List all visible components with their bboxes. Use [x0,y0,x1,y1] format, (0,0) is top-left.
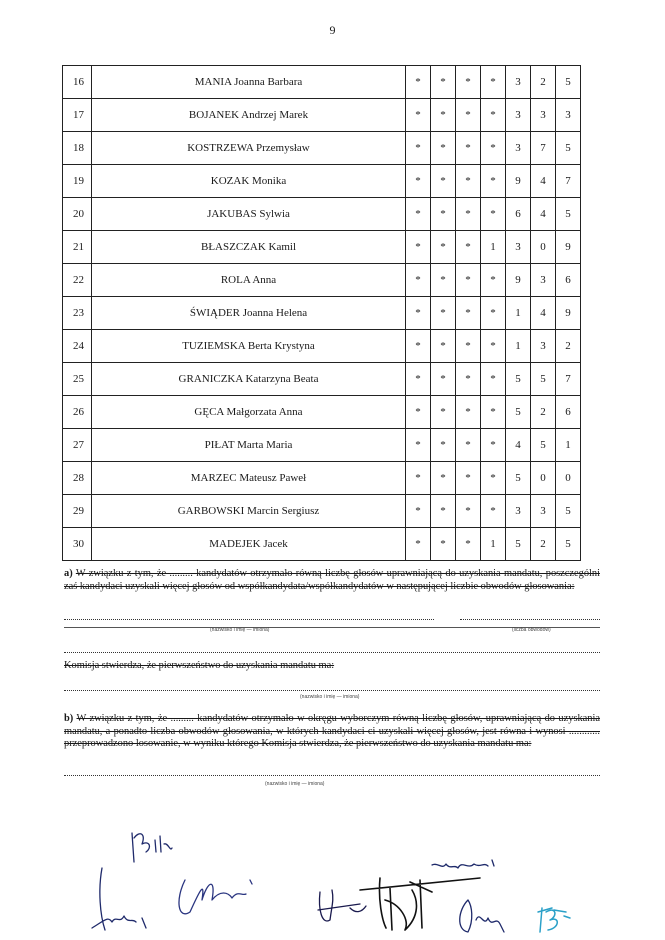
vote-digit-cell: 5 [556,66,581,99]
vote-digit-cell: * [481,495,506,528]
vote-digit-cell: * [481,330,506,363]
page-number: 9 [329,23,336,37]
vote-digit-cell: * [431,231,456,264]
vote-digit-cell: 7 [556,363,581,396]
vote-digit-cell: 3 [556,99,581,132]
vote-digit-cell: * [431,198,456,231]
table-row [63,165,581,198]
candidate-name: KOZAK Monika [92,165,406,198]
commission-text: Komisja stwierdza, że pierwszeństwo do uzyskania mandatu ma: [64,660,335,671]
vote-digit-cell: * [406,528,431,561]
signature-8 [538,908,570,932]
vote-digit-cell: 5 [506,462,531,495]
vote-digit-cell: * [456,363,481,396]
vote-digit-cell: * [431,264,456,297]
signature-1 [132,833,172,862]
vote-digit-cell: * [456,264,481,297]
vote-digit-cell: 5 [556,132,581,165]
vote-digit-cell: 6 [556,264,581,297]
vote-digit-cell: 3 [531,99,556,132]
vote-digit-cell: * [481,462,506,495]
vote-digit-cell: * [431,462,456,495]
section-a-count-line [460,619,600,620]
section-a-name-line [64,619,434,620]
candidate-number: 27 [63,429,92,462]
candidate-number: 26 [63,396,92,429]
vote-digit-cell: 3 [506,66,531,99]
candidate-name: JAKUBAS Sylwia [92,198,406,231]
section-a-rule-2 [364,627,600,628]
signatures [60,820,660,940]
vote-digit-cell: * [456,231,481,264]
vote-digit-cell: * [406,99,431,132]
section-b-name-caption: (nazwisko i imię — imiona) [265,781,325,787]
vote-digit-cell: 4 [531,297,556,330]
candidate-name: ROLA Anna [92,264,406,297]
candidate-number: 30 [63,528,92,561]
vote-digit-cell: * [431,99,456,132]
candidate-number: 24 [63,330,92,363]
vote-digit-cell: 9 [556,231,581,264]
candidate-name: MARZEC Mateusz Paweł [92,462,406,495]
vote-digit-cell: 5 [531,363,556,396]
vote-digit-cell: 5 [556,495,581,528]
vote-digit-cell: * [456,132,481,165]
table-row [63,132,581,165]
vote-digit-cell: * [456,198,481,231]
vote-digit-cell: * [431,132,456,165]
vote-digit-cell: * [406,462,431,495]
table-row [63,66,581,99]
vote-digit-cell: * [481,66,506,99]
vote-digit-cell: 3 [506,99,531,132]
section-b-name-line [64,775,600,776]
vote-digit-cell: * [456,66,481,99]
candidate-number: 20 [63,198,92,231]
vote-digit-cell: * [431,363,456,396]
vote-digit-cell: * [481,297,506,330]
section-a-name-caption: (nazwisko i imię — imiona) [210,627,270,633]
vote-digit-cell: 1 [481,231,506,264]
vote-digit-cell: 1 [506,297,531,330]
vote-digit-cell: 6 [556,396,581,429]
vote-digit-cell: * [456,528,481,561]
section-b-text: W związku z tym, że ......... kandydatów otrzymało w okręgu wyborczym równą liczbę głosów, uprawniającą do uzyskania mandatu, a ponadto liczba obwodów głosowania, w których kandydaci ci uzyskali więcej głosów, jest równa i wynosi ............ przeprowadzono losowanie, w wyniku którego Komisja stwierdza, że pierwszeństwo do uzyskania mandatu ma: [64,713,600,749]
vote-digit-cell: * [406,429,431,462]
vote-digit-cell: * [406,330,431,363]
vote-digit-cell: * [406,66,431,99]
vote-digit-cell: * [481,429,506,462]
vote-digit-cell: * [481,363,506,396]
table-row [63,495,581,528]
table-row [63,429,581,462]
vote-digit-cell: 9 [506,165,531,198]
candidate-number: 19 [63,165,92,198]
vote-digit-cell: 5 [506,528,531,561]
vote-digit-cell: * [481,132,506,165]
vote-digit-cell: 0 [556,462,581,495]
vote-digit-cell: * [406,165,431,198]
vote-digit-cell: 5 [556,528,581,561]
vote-digit-cell: * [406,297,431,330]
table-row [63,264,581,297]
candidate-name: GĘCA Małgorzata Anna [92,396,406,429]
vote-digit-cell: * [481,396,506,429]
vote-digit-cell: * [431,165,456,198]
vote-digit-cell: * [456,495,481,528]
section-a-text: W związku z tym, że ......... kandydatów otrzymało równą liczbę głosów uprawniającą do uzyskania mandatu, poszczególni zaś kandydaci uzyskali więcej głosów od współkandydata/współkandydatów w następującej liczbie obwodów głosowania: [64,568,600,592]
table-row [63,396,581,429]
candidate-number: 22 [63,264,92,297]
vote-digit-cell: * [406,264,431,297]
vote-digit-cell: * [431,330,456,363]
vote-digit-cell: 7 [556,165,581,198]
candidate-name: KOSTRZEWA Przemysław [92,132,406,165]
vote-digit-cell: * [481,165,506,198]
candidate-name: GRANICZKA Katarzyna Beata [92,363,406,396]
vote-digit-cell: * [406,396,431,429]
candidate-votes-table [62,65,581,561]
vote-digit-cell: * [456,396,481,429]
candidate-number: 25 [63,363,92,396]
candidate-name: MADEJEK Jacek [92,528,406,561]
vote-digit-cell: * [456,462,481,495]
candidate-number: 18 [63,132,92,165]
section-a-label: a) [64,568,73,579]
vote-digit-cell: 3 [506,132,531,165]
vote-digit-cell: 1 [506,330,531,363]
vote-digit-cell: 3 [531,264,556,297]
section-b-label: b) [64,713,74,724]
vote-digit-cell: 5 [556,198,581,231]
table-row [63,99,581,132]
vote-digit-cell: * [481,198,506,231]
vote-digit-cell: 9 [506,264,531,297]
vote-digit-cell: 2 [531,528,556,561]
candidate-name: PIŁAT Marta Maria [92,429,406,462]
section-b-paragraph [64,713,600,751]
vote-digit-cell: * [406,198,431,231]
candidate-name: BOJANEK Andrzej Marek [92,99,406,132]
vote-digit-cell: 2 [531,396,556,429]
candidate-number: 28 [63,462,92,495]
section-a-count-caption: (liczba obwodów) [512,627,551,633]
commission-name-caption: (nazwisko i imię — imiona) [300,694,360,700]
signature-3 [179,880,252,914]
vote-digit-cell: 3 [531,495,556,528]
vote-digit-cell: * [456,297,481,330]
candidate-name: ŚWIĄDER Joanna Helena [92,297,406,330]
vote-digit-cell: * [481,264,506,297]
vote-digit-cell: * [406,363,431,396]
vote-digit-cell: * [481,99,506,132]
vote-digit-cell: * [406,231,431,264]
signature-7 [460,900,504,932]
vote-digit-cell: 1 [481,528,506,561]
vote-digit-cell: * [456,99,481,132]
section-a-paragraph [64,568,600,593]
table-row [63,528,581,561]
signature-2 [92,868,146,930]
vote-digit-cell: * [431,396,456,429]
vote-digit-cell: 0 [531,462,556,495]
vote-digit-cell: 4 [506,429,531,462]
vote-digit-cell: 3 [506,495,531,528]
table-row [63,198,581,231]
signature-6 [432,860,494,868]
vote-digit-cell: * [456,330,481,363]
vote-digit-cell: 2 [556,330,581,363]
vote-digit-cell: * [431,528,456,561]
vote-digit-cell: * [406,495,431,528]
candidate-number: 23 [63,297,92,330]
vote-digit-cell: * [431,429,456,462]
vote-digit-cell: 3 [506,231,531,264]
vote-digit-cell: * [456,429,481,462]
vote-digit-cell: 0 [531,231,556,264]
vote-digit-cell: 9 [556,297,581,330]
signature-4 [318,890,366,921]
vote-digit-cell: 6 [506,198,531,231]
candidate-name: GARBOWSKI Marcin Sergiusz [92,495,406,528]
table-row [63,363,581,396]
table-row [63,231,581,264]
vote-digit-cell: 2 [531,66,556,99]
commission-name-line [64,690,600,691]
vote-digit-cell: * [431,297,456,330]
vote-digit-cell: * [431,66,456,99]
vote-digit-cell: * [431,495,456,528]
commission-paragraph [64,660,600,673]
separator-line [64,652,600,653]
candidate-name: BŁASZCZAK Kamil [92,231,406,264]
table-row [63,330,581,363]
candidate-name: MANIA Joanna Barbara [92,66,406,99]
candidate-number: 29 [63,495,92,528]
table-row [63,462,581,495]
vote-digit-cell: 4 [531,165,556,198]
vote-digit-cell: 7 [531,132,556,165]
table-row [63,297,581,330]
signature-5 [360,878,480,930]
vote-digit-cell: 5 [531,429,556,462]
candidate-number: 17 [63,99,92,132]
candidate-name: TUZIEMSKA Berta Krystyna [92,330,406,363]
vote-digit-cell: 4 [531,198,556,231]
vote-digit-cell: * [456,165,481,198]
vote-digit-cell: * [406,132,431,165]
vote-digit-cell: 5 [506,396,531,429]
vote-digit-cell: 1 [556,429,581,462]
vote-digit-cell: 3 [531,330,556,363]
vote-digit-cell: 5 [506,363,531,396]
candidate-number: 21 [63,231,92,264]
candidate-number: 16 [63,66,92,99]
